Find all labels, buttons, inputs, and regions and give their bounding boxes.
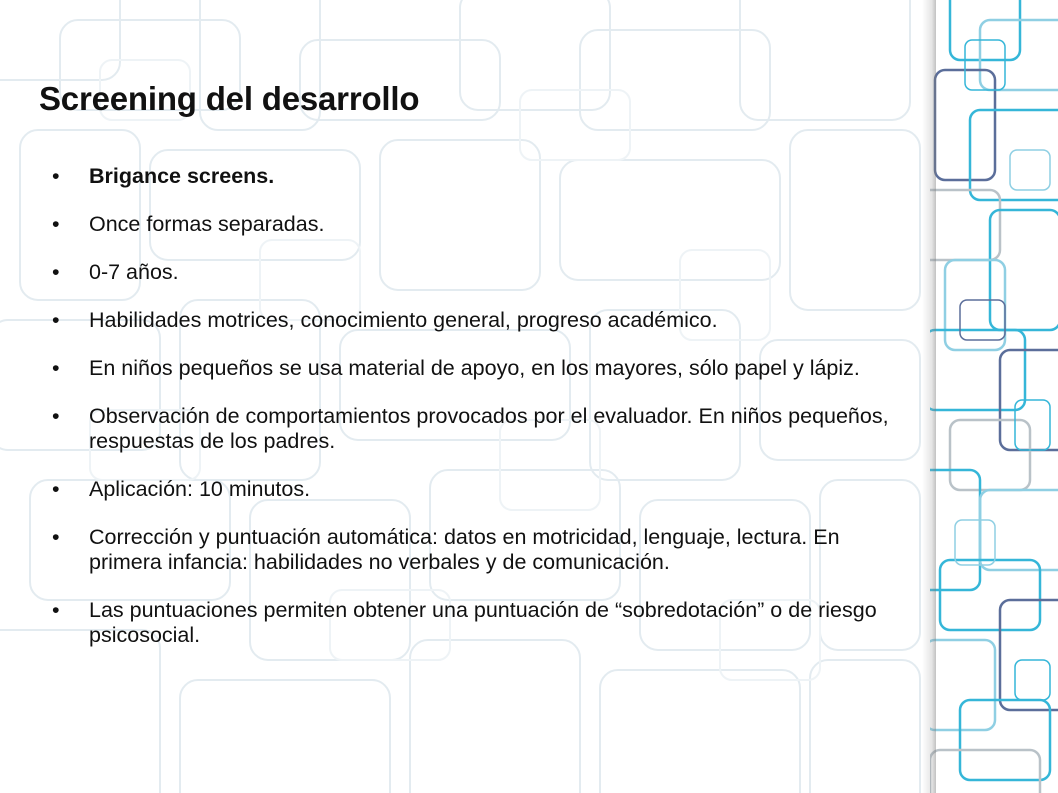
bullet-glyph: • <box>52 598 60 622</box>
bullet-glyph: • <box>52 477 60 501</box>
bullet-text: Aplicación: 10 minutos. <box>89 477 311 501</box>
bullet-text: En niños pequeños se usa material de apoyo, en los mayores, sólo papel y lápiz. <box>89 356 860 380</box>
bullet-item <box>52 477 912 502</box>
bullet-item <box>52 598 912 648</box>
bullet-text: Once formas separadas. <box>89 212 325 236</box>
bullet-item <box>52 525 912 575</box>
bullet-glyph: • <box>52 308 60 332</box>
bullet-glyph: • <box>52 260 60 284</box>
bullet-item <box>52 164 912 189</box>
bullet-glyph: • <box>52 212 60 236</box>
bullet-text: Observación de comportamientos provocados por el evaluador. En niños pequeños, respuestas de los padres. <box>89 404 889 453</box>
bullet-item <box>52 212 912 237</box>
bullet-text: Corrección y puntuación automática: datos en motricidad, lenguaje, lectura. En primera infancia: habilidades no verbales y de comunicación. <box>89 525 840 574</box>
bullet-text: Brigance screens. <box>89 164 275 188</box>
side-band-shadow <box>922 0 936 793</box>
bullet-text: Las puntuaciones permiten obtener una puntuación de “sobredotación” o de riesgo psicosocial. <box>89 598 877 647</box>
bullet-item <box>52 260 912 285</box>
bullet-text: 0-7 años. <box>89 260 179 284</box>
bullet-glyph: • <box>52 164 60 188</box>
bullet-text: Habilidades motrices, conocimiento general, progreso académico. <box>89 308 718 332</box>
decorative-side-band <box>930 0 1058 793</box>
bullet-item <box>52 308 912 333</box>
bullet-list <box>52 164 912 671</box>
bullet-glyph: • <box>52 525 60 549</box>
bullet-item <box>52 404 912 454</box>
bullet-item <box>52 356 912 381</box>
slide-title: Screening del desarrollo <box>39 80 420 117</box>
bullet-glyph: • <box>52 404 60 428</box>
bullet-glyph: • <box>52 356 60 380</box>
